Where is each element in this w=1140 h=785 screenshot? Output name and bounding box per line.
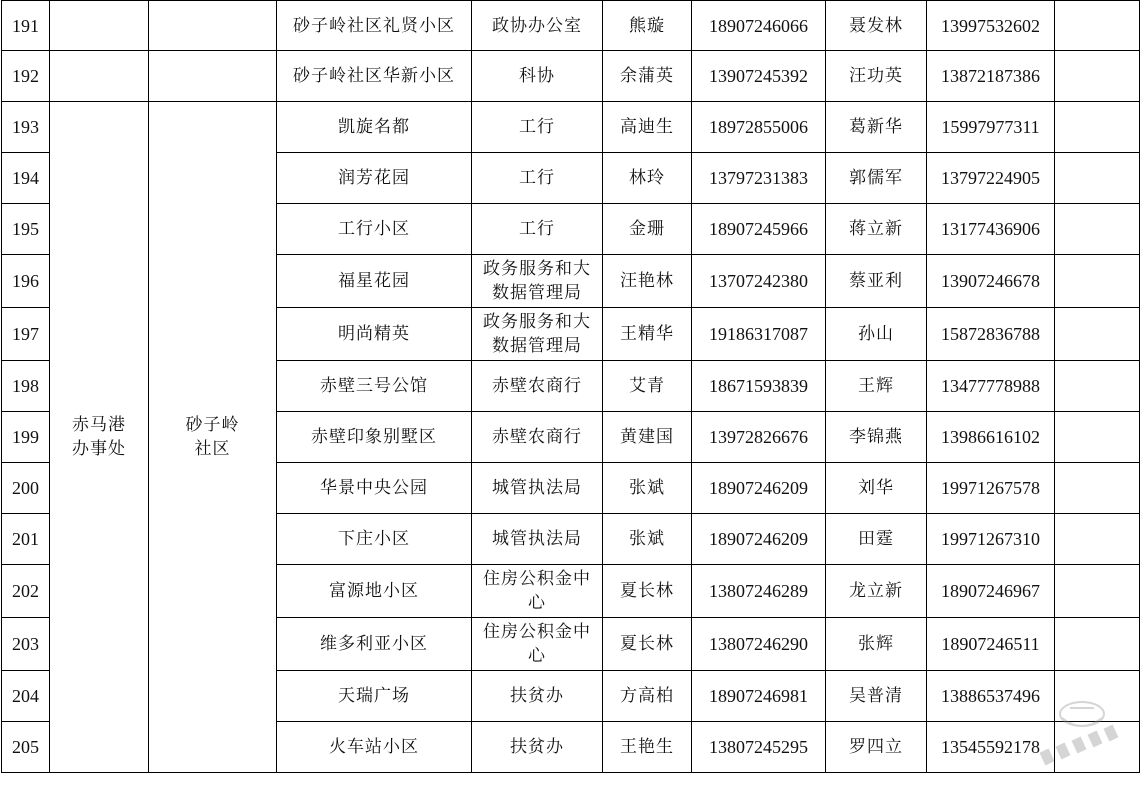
row-number-cell: 199 [2,412,50,463]
leader-name-cell: 王精华 [603,308,692,361]
row-number-cell: 196 [2,255,50,308]
leader-name-cell: 夏长林 [603,618,692,671]
leader-phone-cell: 13807246289 [692,565,826,618]
leader-name-cell: 熊璇 [603,1,692,51]
contact-name-cell: 蔡亚利 [826,255,927,308]
assigned-unit-cell: 工行 [472,102,603,153]
assigned-unit-cell: 工行 [472,153,603,204]
contact-phone-cell: 13177436906 [927,204,1055,255]
remarks-cell-empty [1055,671,1140,722]
contact-phone-cell: 13477778988 [927,361,1055,412]
leader-name-cell: 黄建国 [603,412,692,463]
leader-phone-cell: 18907246981 [692,671,826,722]
residential-area-cell: 凯旋名都 [277,102,472,153]
row-number-cell: 203 [2,618,50,671]
community-cell-empty [149,51,277,102]
remarks-cell-empty [1055,102,1140,153]
residential-area-cell: 赤壁印象别墅区 [277,412,472,463]
contact-name-cell: 罗四立 [826,722,927,773]
assigned-unit-cell: 政协办公室 [472,1,603,51]
residential-area-cell: 下庄小区 [277,514,472,565]
leader-name-cell: 夏长林 [603,565,692,618]
leader-phone-cell: 13807245295 [692,722,826,773]
community-cell: 砂子岭 社区 [149,102,277,773]
leader-phone-cell: 18907245966 [692,204,826,255]
assigned-unit-cell: 政务服务和大 数据管理局 [472,308,603,361]
contact-name-cell: 郭儒军 [826,153,927,204]
contact-name-cell: 田霆 [826,514,927,565]
residential-area-cell: 华景中央公园 [277,463,472,514]
leader-name-cell: 张斌 [603,514,692,565]
assignment-table [1,0,1140,773]
assigned-unit-cell: 赤壁农商行 [472,361,603,412]
row-number-cell: 192 [2,51,50,102]
contact-phone-cell: 19971267310 [927,514,1055,565]
contact-phone-cell: 13545592178 [927,722,1055,773]
remarks-cell-empty [1055,51,1140,102]
contact-phone-cell: 15872836788 [927,308,1055,361]
remarks-cell-empty [1055,412,1140,463]
assigned-unit-cell: 赤壁农商行 [472,412,603,463]
table-row [2,102,1140,153]
assigned-unit-cell: 扶贫办 [472,671,603,722]
leader-phone-cell: 18907246066 [692,1,826,51]
leader-phone-cell: 13797231383 [692,153,826,204]
contact-name-cell: 李锦燕 [826,412,927,463]
row-number-cell: 194 [2,153,50,204]
row-number-cell: 198 [2,361,50,412]
remarks-cell-empty [1055,255,1140,308]
leader-name-cell: 汪艳林 [603,255,692,308]
residential-area-cell: 天瑞广场 [277,671,472,722]
remarks-cell-empty [1055,361,1140,412]
leader-phone-cell: 18972855006 [692,102,826,153]
residential-area-cell: 富源地小区 [277,565,472,618]
leader-name-cell: 王艳生 [603,722,692,773]
residential-area-cell: 福星花园 [277,255,472,308]
contact-name-cell: 孙山 [826,308,927,361]
remarks-cell-empty [1055,565,1140,618]
remarks-cell-empty [1055,618,1140,671]
table-row [2,1,1140,51]
residential-area-cell: 工行小区 [277,204,472,255]
contact-name-cell: 葛新华 [826,102,927,153]
leader-name-cell: 方高柏 [603,671,692,722]
leader-name-cell: 林玲 [603,153,692,204]
leader-phone-cell: 18671593839 [692,361,826,412]
row-number-cell: 197 [2,308,50,361]
leader-phone-cell: 13707242380 [692,255,826,308]
residential-area-cell: 维多利亚小区 [277,618,472,671]
contact-phone-cell: 18907246967 [927,565,1055,618]
contact-phone-cell: 13997532602 [927,1,1055,51]
row-number-cell: 201 [2,514,50,565]
row-number-cell: 204 [2,671,50,722]
leader-phone-cell: 18907246209 [692,514,826,565]
table-row [2,51,1140,102]
assigned-unit-cell: 城管执法局 [472,514,603,565]
contact-phone-cell: 13907246678 [927,255,1055,308]
remarks-cell-empty [1055,514,1140,565]
contact-phone-cell: 13797224905 [927,153,1055,204]
remarks-cell-empty [1055,722,1140,773]
contact-phone-cell: 18907246511 [927,618,1055,671]
leader-name-cell: 高迪生 [603,102,692,153]
leader-phone-cell: 18907246209 [692,463,826,514]
row-number-cell: 195 [2,204,50,255]
leader-name-cell: 张斌 [603,463,692,514]
residential-area-cell: 明尚精英 [277,308,472,361]
residential-area-cell: 赤壁三号公馆 [277,361,472,412]
remarks-cell-empty [1055,204,1140,255]
assigned-unit-cell: 住房公积金中 心 [472,565,603,618]
row-number-cell: 200 [2,463,50,514]
contact-name-cell: 吴普清 [826,671,927,722]
contact-name-cell: 张辉 [826,618,927,671]
row-number-cell: 193 [2,102,50,153]
row-number-cell: 191 [2,1,50,51]
table-body [2,1,1140,773]
residential-area-cell: 砂子岭社区礼贤小区 [277,1,472,51]
assigned-unit-cell: 科协 [472,51,603,102]
leader-phone-cell: 13907245392 [692,51,826,102]
contact-phone-cell: 13886537496 [927,671,1055,722]
remarks-cell-empty [1055,308,1140,361]
contact-name-cell: 刘华 [826,463,927,514]
contact-name-cell: 汪功英 [826,51,927,102]
contact-phone-cell: 15997977311 [927,102,1055,153]
leader-phone-cell: 13807246290 [692,618,826,671]
contact-phone-cell: 13986616102 [927,412,1055,463]
assigned-unit-cell: 工行 [472,204,603,255]
row-number-cell: 202 [2,565,50,618]
contact-name-cell: 聂发林 [826,1,927,51]
leader-name-cell: 艾青 [603,361,692,412]
residential-area-cell: 火车站小区 [277,722,472,773]
contact-name-cell: 龙立新 [826,565,927,618]
office-cell: 赤马港 办事处 [50,102,149,773]
community-cell-empty [149,1,277,51]
assigned-unit-cell: 扶贫办 [472,722,603,773]
contact-phone-cell: 19971267578 [927,463,1055,514]
remarks-cell-empty [1055,153,1140,204]
office-cell-empty [50,1,149,51]
leader-phone-cell: 13972826676 [692,412,826,463]
office-cell-empty [50,51,149,102]
residential-area-cell: 润芳花园 [277,153,472,204]
row-number-cell: 205 [2,722,50,773]
assigned-unit-cell: 城管执法局 [472,463,603,514]
leader-name-cell: 余蒲英 [603,51,692,102]
leader-phone-cell: 19186317087 [692,308,826,361]
contact-name-cell: 王辉 [826,361,927,412]
remarks-cell-empty [1055,1,1140,51]
remarks-cell-empty [1055,463,1140,514]
contact-phone-cell: 13872187386 [927,51,1055,102]
leader-name-cell: 金珊 [603,204,692,255]
assigned-unit-cell: 政务服务和大 数据管理局 [472,255,603,308]
contact-name-cell: 蒋立新 [826,204,927,255]
residential-area-cell: 砂子岭社区华新小区 [277,51,472,102]
assigned-unit-cell: 住房公积金中 心 [472,618,603,671]
